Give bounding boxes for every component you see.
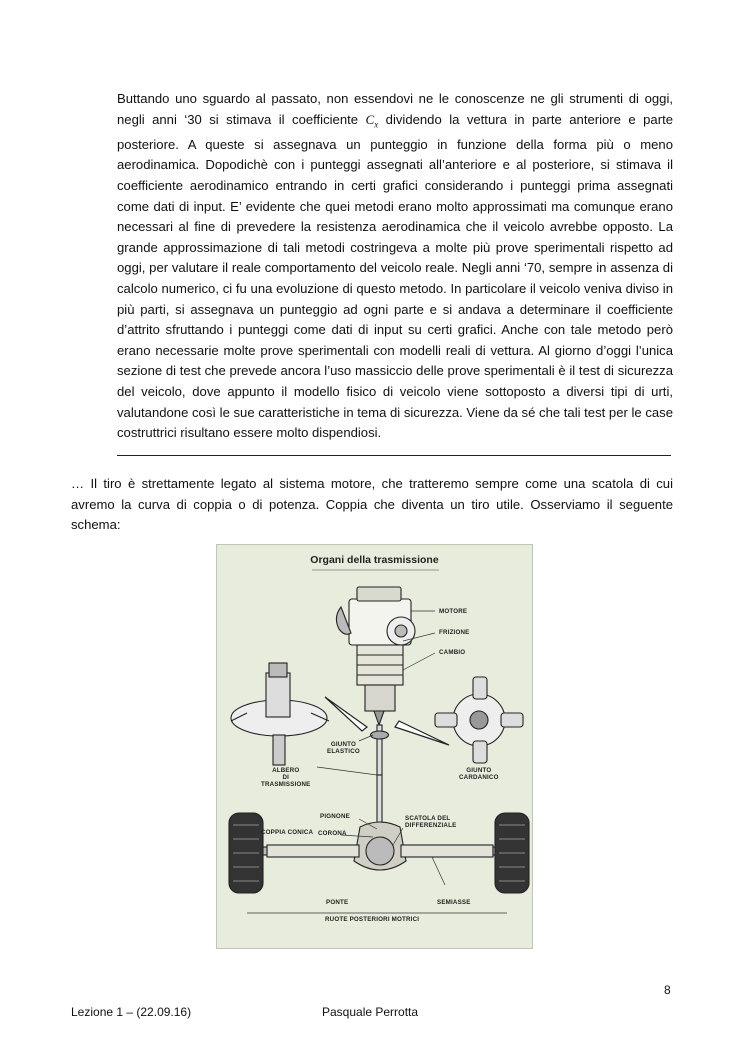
universal-joint-drawing [435, 677, 523, 763]
label-motore: MOTORE [439, 608, 468, 615]
label-albero-di-trasmissione: ALBERO DI TRASMISSIONE [261, 767, 311, 788]
paragraph-history [117, 89, 673, 444]
label-frizione: FRIZIONE [439, 629, 470, 636]
wheel-left-drawing [229, 813, 263, 893]
flange-drawing [231, 663, 329, 765]
label-scatola-differenziale: SCATOLA DEL DIFFERENZIALE [405, 815, 457, 829]
cx-symbol: $C_x$ [365, 111, 379, 130]
label-coppia-conica: COPPIA CONICA [261, 829, 314, 836]
page-number: 8 [664, 983, 671, 997]
paragraph-traction: … Il tiro è strettamente legato al sistema motore, che tratteremo sempre come una scatola di cui avremo la curva di coppia o di potenza. Coppia che diventa un tiro utile. Osserviamo il seguente schema: [71, 476, 673, 533]
transmission-figure [216, 544, 533, 949]
label-semiasse: SEMIASSE [437, 899, 471, 906]
transmission-drawing [217, 545, 533, 949]
paragraph-history-text-b: dividendo la vettura in parte anteriore e parte posteriore. A queste si assegnava un punteggio in funzione della forma più o meno aerodinamica. Dopodichè con i punteggi assegnati all’anteriore e al posteriore, si stimava il coefficiente aerodinamico entrando in certi grafici considerando i punteggi prima assegnati come dati di input. E’ evidente che quei metodi erano molto approssimati ma comunque erano necessari al fine di prevedere la resistenza aerodinamica che il veicolo avrebbe opposto. La grande approssimazione di tali metodi costringeva a molte più prove sperimentali rispetto ad oggi, per valutare il reale comportamento del veicolo reale. Negli anni ‘70, sempre in assenza di calcolo numerico, ci fu una evoluzione di questo metodo. In particolare il veicolo veniva diviso in più parti, si assegnava un punteggio ad ogni parte e si andava a determinare il coefficiente d’attrito sfruttando i punteggi come dati di input su certi grafici. Anche con tale metodo però erano necessarie molte prove sperimentali con modelli reali di vettura. Al giorno d’oggi l’unica sezione di test che prevede ancora l’uso massiccio delle prove sperimentali è il test di sicurezza del veicolo, dove appunto il modello fisico di veicolo viene sottoposto a diversi tipi di urti, valutandone così le sue caratteristiche in tema di sicurezza. Viene da sé che tali test per le case costruttrici risultano essere molto dispendiosi. [117, 111, 673, 441]
label-cambio: CAMBIO [439, 649, 466, 656]
paragraph-history-text-a: Buttando uno sguardo al passato, non essendovi ne le conoscenze ne gli strumenti di oggi, negli anni ‘30 si stimava il coefficiente [117, 91, 673, 127]
footer-author: Pasquale Perrotta [322, 1005, 419, 1019]
engine-drawing [336, 587, 415, 725]
figure-title: Organi della trasmissione [310, 554, 439, 566]
label-ponte: PONTE [326, 899, 349, 906]
label-giunto-cardanico: GIUNTO CARDANICO [459, 767, 499, 781]
label-ruote-posteriori-motrici: RUOTE POSTERIORI MOTRICI [325, 916, 420, 923]
label-pignone: PIGNONE [320, 813, 350, 820]
separator-line [117, 455, 671, 456]
label-corona: CORONA [318, 830, 347, 837]
label-giunto-elastico: GIUNTO ELASTICO [327, 741, 360, 755]
footer-lesson: Lezione 1 – (22.09.16) [71, 1005, 192, 1019]
wheel-right-drawing [495, 813, 529, 893]
